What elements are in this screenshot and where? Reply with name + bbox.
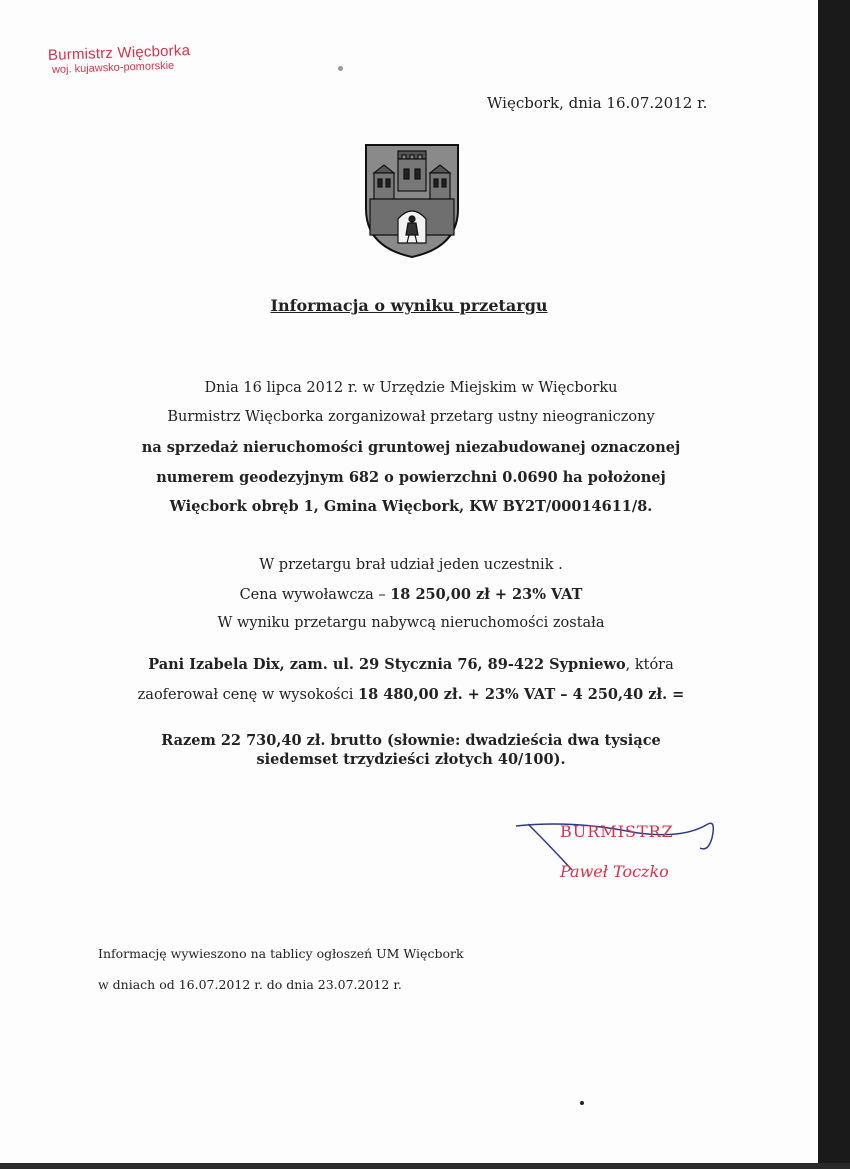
scan-edge-right	[818, 0, 850, 1169]
result-text: W wyniku przetargu nabywcą nieruchomości została	[217, 615, 605, 631]
scan-edge-bottom	[0, 1163, 850, 1169]
starting-price-label: Cena wywoławcza –	[239, 587, 386, 603]
paragraph-line: Dnia 16 lipca 2012 r. w Urzędzie Miejskim w Więcborku	[204, 380, 618, 396]
participants-text: W przetargu brał udział jeden uczestnik .	[259, 557, 563, 573]
office-stamp	[47, 42, 191, 76]
coat-of-arms-icon	[364, 143, 460, 259]
paragraph-line: na sprzedaż nieruchomości gruntowej niezabudowanej oznaczonej	[141, 439, 681, 456]
paragraph-line: numerem geodezyjnym 682 o powierzchni 0.0690 ha położonej	[156, 469, 666, 486]
offered-price-label: zaoferował cenę w wysokości	[137, 687, 354, 703]
footer-line-1: Informację wywieszono na tablicy ogłoszeń UM Więcbork	[98, 946, 464, 961]
paragraph-line: Więcbork obręb 1, Gmina Więcbork, KW BY2T/00014611/8.	[169, 498, 653, 515]
offered-price-value: 18 480,00 zł. + 23% VAT – 4 250,40 zł. =	[358, 686, 685, 703]
signature-title: BURMISTRZ	[560, 822, 674, 841]
buyer-which: , która	[625, 657, 674, 673]
document-date: Więcbork, dnia 16.07.2012 r.	[487, 94, 708, 112]
starting-price	[0, 586, 822, 603]
document-title: Informacja o wyniku przetargu	[270, 296, 548, 315]
paragraph-line: Burmistrz Więcborka zorganizował przetarg ustny nieograniczony	[167, 409, 655, 425]
offered-price	[0, 686, 822, 703]
buyer-name-address: Pani Izabela Dix, zam. ul. 29 Stycznia 76, 89-422 Sypniewo	[148, 656, 626, 673]
footer-line-2: w dniach od 16.07.2012 r. do dnia 23.07.2012 r.	[98, 977, 402, 992]
stamp-line-1: Burmistrz Więcborka	[47, 42, 191, 64]
stamp-line-2: woj. kujawsko-pomorskie	[51, 59, 175, 76]
total-line-2: siedemset trzydzieści złotych 40/100).	[256, 751, 566, 768]
buyer-line	[0, 656, 822, 673]
scan-speck	[580, 1101, 584, 1105]
scan-speck	[338, 66, 343, 71]
total-line-1: Razem 22 730,40 zł. brutto (słownie: dwadzieścia dwa tysiące	[161, 732, 661, 749]
starting-price-value: 18 250,00 zł + 23% VAT	[390, 586, 583, 603]
signature-name: Paweł Toczko	[560, 862, 669, 881]
